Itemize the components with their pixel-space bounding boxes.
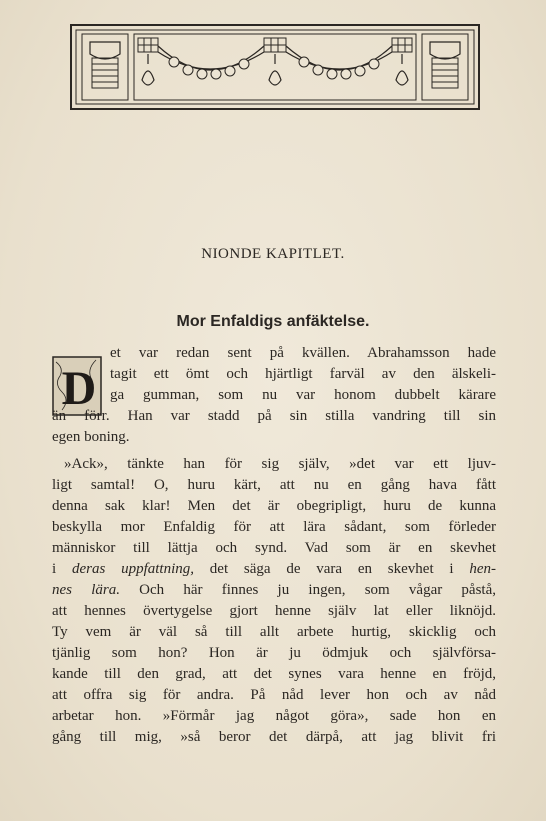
ornamental-headpiece [70,24,480,110]
body-line: denna sak klar! Men det är obegripligt, huru de kunna [52,498,496,514]
body-line: »Ack», tänkte han för sig själv, »det var ett ljuv- [64,456,496,472]
svg-text:D: D [61,362,97,415]
body-line: tagit ett ömt och hjärtligt farväl av den älskeli- [110,366,496,382]
body-line: än förr. Han var stadd på sin stilla vandring till sin [52,408,496,424]
body-line: att hennes övertygelse gjort henne själv lat eller liknöjd. [52,603,496,619]
chapter-subtitle: Mor Enfaldigs anfäktelse. [176,313,370,330]
body-line: beskylla mor Enfaldig för att lära sådant, som förleder [52,519,496,535]
body-line: ligt samtal! O, huru kärt, att nu en gång hava fått [52,477,496,493]
body-line-mixed: nes lära. Och här finnes ju ingen, som vågar påstå, [52,582,496,598]
body-line-mixed: i deras uppfattning, det säga de vara en skevhet i hen- [52,561,496,577]
body-line: et var redan sent på kvällen. Abrahamsson hade [110,345,496,361]
body-line: att offra sig för andra. På nåd lever hon och av nåd [52,687,496,703]
body-line: ga gumman, som nu var honom dubbelt kärare [110,387,496,403]
body-line: arbetar hon. »Förmår jag något göra», sade hon en [52,708,496,724]
body-line: Ty vem är väl så till allt arbete hurtig, skicklig och [52,624,496,640]
body-line: kande till den grad, att det synes vara henne en fröjd, [52,666,496,682]
chapter-heading: NIONDE KAPITLET. [201,246,345,262]
body-line: människor till lättja och synd. Vad som är en skevhet [52,540,496,556]
body-line: egen boning. [52,429,130,445]
body-line: gång till mig, »så beror det därpå, att jag blivit fri [52,729,496,745]
body-line: tjänlig som hon? Hon är ju ödmjuk och självförsa- [52,645,496,661]
